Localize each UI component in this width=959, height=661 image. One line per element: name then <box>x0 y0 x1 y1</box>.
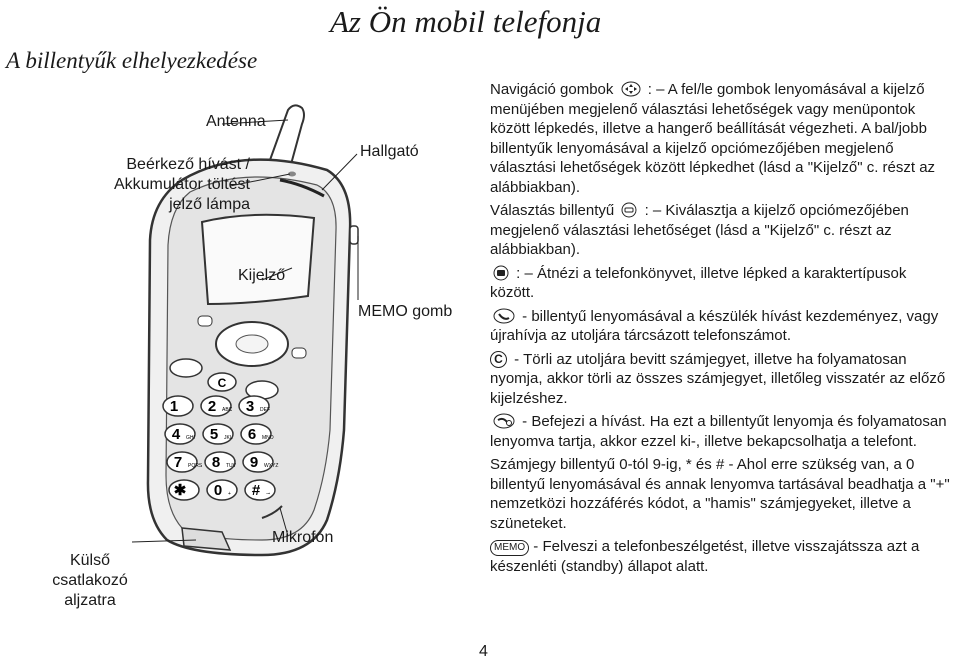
phone-key-letters: ABC <box>222 407 233 413</box>
label-microphone: Mikrofon <box>272 529 334 546</box>
phone-key-letters: DEF <box>260 407 270 413</box>
memo-key-icon: MEMO <box>490 540 529 556</box>
phone-key-letters: MNO <box>262 435 274 441</box>
phone-key-digit: 1 <box>169 398 179 415</box>
phone-key <box>203 424 233 444</box>
phone-key-digit: 4 <box>171 426 181 443</box>
desc-select: Választás billentyű : – Kiválasztja a kijelző opciómezőjében megjelenő választási lehetőséget (lásd a "Kijelző" c. részt az alábbiakban). <box>490 202 909 258</box>
label-earpiece: Hallgató <box>360 143 419 160</box>
phone-c-key: C <box>217 376 227 390</box>
phone-key-digit: 3 <box>245 398 255 415</box>
phone-key-letters: GHI <box>186 435 195 441</box>
c-key-icon: C <box>490 351 507 368</box>
desc-phonebook: : – Átnézi a telefonkönyvet, illetve lépked a karaktertípusok között. <box>490 264 907 301</box>
page-title: Az Ön mobil telefonja <box>330 4 602 39</box>
phone-key-letters: PQRS <box>188 463 203 469</box>
phone-key <box>165 424 195 444</box>
phone-key-digit: 8 <box>211 454 221 471</box>
nav-keys-icon <box>621 81 641 97</box>
phone-key-digit: 6 <box>247 426 257 443</box>
desc-end: - Befejezi a hívást. Ha ezt a billentyűt lenyomja és folyamatosan lenyomva tartja, akkor ezzel ki-, illetve bekapcsolhatja a telefont. <box>490 413 947 450</box>
phone-key-letters: ⊸ <box>266 491 271 497</box>
page-number: 4 <box>479 643 488 660</box>
phone-key-digit: # <box>251 482 261 499</box>
desc-navigation: Navigáció gombok : – A fel/le gombok lenyomásával a kijelző menüjében megjelenő választási lehetőségek vagy menüpontok között lépkedés, illetve a hangerő beállítását végezheti. A bal/jobb billentyűk lenyomásával a kijelző opciómezőjében megjelenő választási lehetőségek között lépkedhet (lásd a "Kijelző" c. részt az alábbiakban). <box>490 81 936 196</box>
call-key-icon <box>493 308 515 324</box>
label-led: Beérkező hívást / Akkumulátor töltést jelző lámpa <box>113 156 250 213</box>
desc-call: - billentyű lenyomásával a készülék hívást kezdeményez, vagy újrahívja az utoljára tárcsázott telefonszámot. <box>490 307 939 344</box>
label-antenna: Antenna <box>206 113 266 130</box>
desc-digits: Számjegy billentyű 0-tól 9-ig, * és # - Ahol erre szükség van, a 0 billentyű lenyomásával és annak lenyomva tartásával beadhatja a "+" nemzetközi hozzáférés kódot, a "hamis" számjegyeket, illetve a szüneteket. <box>490 456 950 532</box>
phone-key-letters: JKL <box>224 435 233 441</box>
phone-key <box>163 396 193 416</box>
phone-key-digit: ✱ <box>173 482 187 499</box>
phone-key-digit: 9 <box>249 454 259 471</box>
phone-key-letters: + <box>228 491 231 497</box>
key-descriptions <box>490 80 952 580</box>
phone-key <box>205 452 237 472</box>
phone-key-digit: 0 <box>213 482 223 499</box>
desc-clear: C - Törli az utoljára bevitt számjegyet, illetve ha folyamatosan nyomja, akkor törli az összes számjegyet, illetőleg visszatér az előző kijelzéshez. <box>490 350 946 407</box>
phone-key <box>169 480 199 500</box>
phone-key <box>245 480 275 500</box>
phone-key-digit: 5 <box>209 426 219 443</box>
desc-memo: MEMO - Felveszi a telefonbeszélgetést, illetve visszajátssza azt a készenléti (standby) állapot alatt. <box>490 538 920 575</box>
phone-key <box>207 480 237 500</box>
select-key-icon <box>621 202 637 218</box>
label-external-socket: Külső csatlakozó aljzatra <box>52 552 128 609</box>
phone-key <box>239 396 270 416</box>
label-display: Kijelző <box>238 267 286 284</box>
phone-key-letters: TUV <box>226 463 236 469</box>
phone-key-digit: 7 <box>173 454 183 471</box>
section-subtitle: A billentyűk elhelyezkedése <box>6 48 258 73</box>
phone-key <box>201 396 233 416</box>
phone-key-letters: WXYZ <box>264 463 279 469</box>
phonebook-key-icon <box>493 265 509 281</box>
phone-key-digit: 2 <box>207 398 217 415</box>
label-memo-button: MEMO gomb <box>358 303 453 320</box>
end-call-key-icon <box>493 413 515 429</box>
